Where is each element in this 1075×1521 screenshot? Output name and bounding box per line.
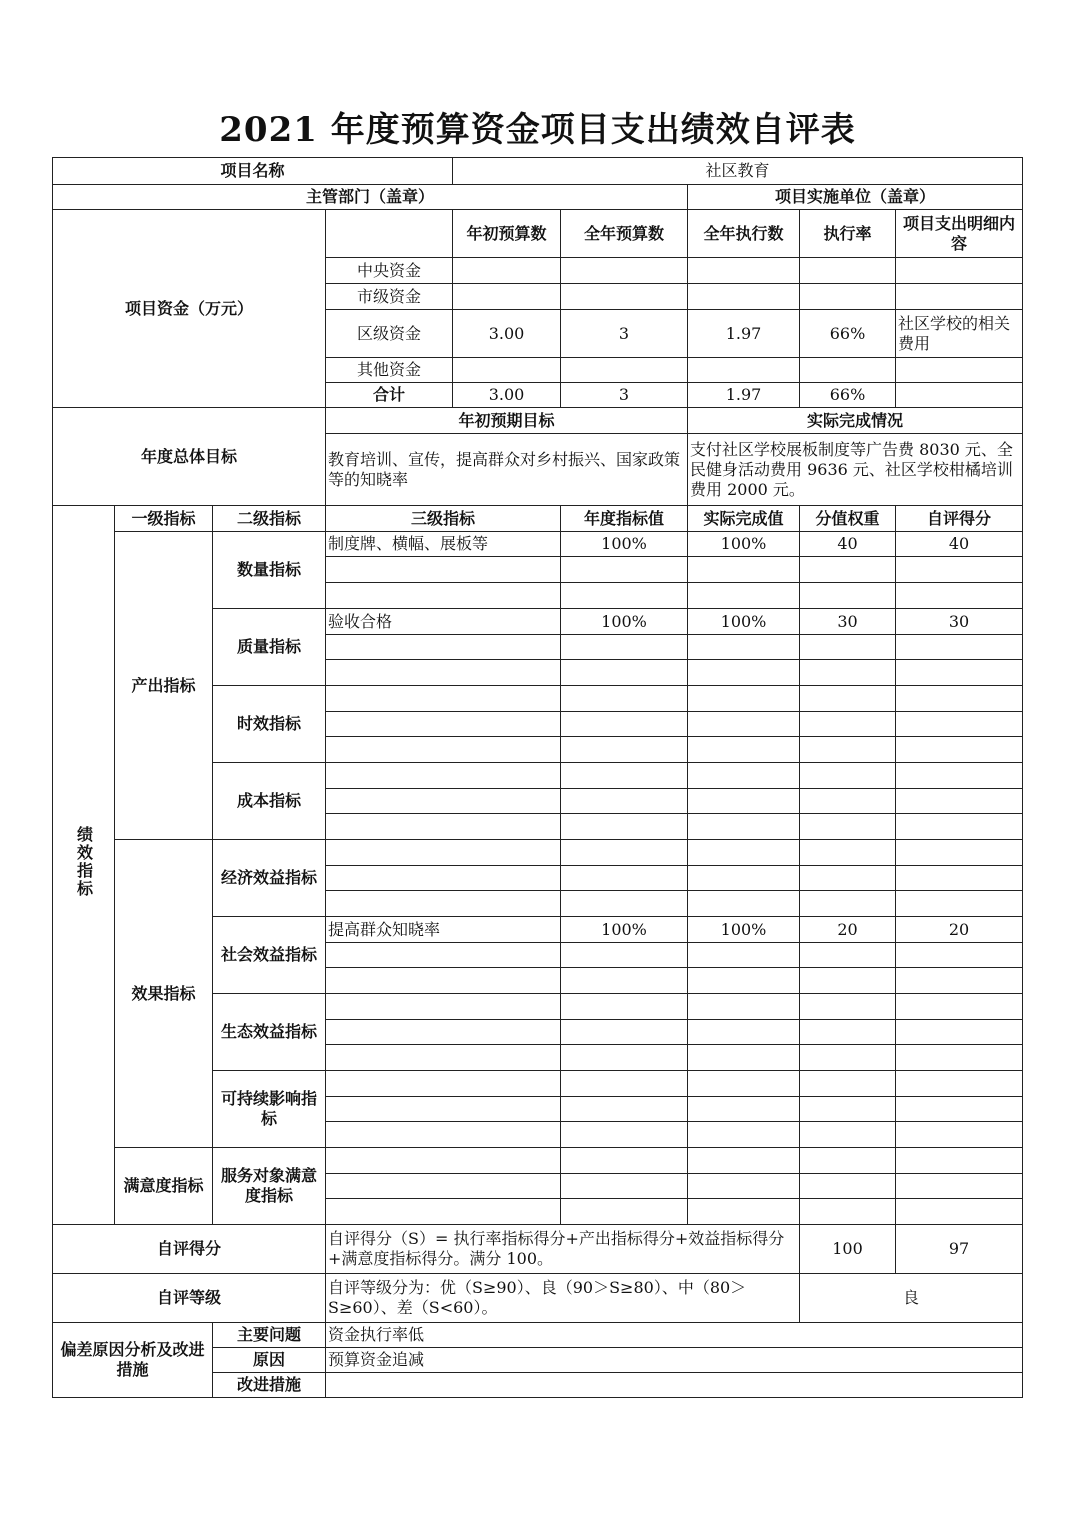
- empty-cell: [561, 1097, 688, 1122]
- funds-label: 项目资金（万元）: [53, 210, 326, 408]
- empty-cell: [896, 686, 1023, 712]
- funds-total-annual: 3: [561, 383, 688, 408]
- empty-cell: [800, 635, 896, 660]
- goals-label: 年度总体目标: [53, 408, 326, 506]
- funds-row-initial: [453, 258, 561, 284]
- empty-cell: [896, 1174, 1023, 1199]
- empty-cell: [896, 1045, 1023, 1071]
- empty-cell: [688, 1174, 800, 1199]
- empty-cell: [326, 1148, 561, 1174]
- empty-cell: [326, 635, 561, 660]
- empty-cell: [896, 737, 1023, 763]
- empty-cell: [896, 557, 1023, 583]
- empty-cell: [688, 1071, 800, 1097]
- funds-row-annual: [561, 358, 688, 383]
- funds-row-name: 其他资金: [326, 358, 453, 383]
- empty-cell: [326, 1097, 561, 1122]
- empty-cell: [688, 635, 800, 660]
- level2-cost: 成本指标: [213, 763, 326, 840]
- indicator-name: 制度牌、横幅、展板等: [326, 532, 561, 557]
- empty-cell: [800, 712, 896, 737]
- empty-cell: [896, 891, 1023, 917]
- empty-cell: [561, 1148, 688, 1174]
- funds-row-rate: 66%: [800, 310, 896, 358]
- empty-cell: [800, 1148, 896, 1174]
- empty-cell: [561, 994, 688, 1020]
- empty-cell: [688, 994, 800, 1020]
- empty-cell: [326, 1122, 561, 1148]
- funds-row-executed: 1.97: [688, 310, 800, 358]
- empty-cell: [326, 814, 561, 840]
- funds-row-initial: [453, 284, 561, 310]
- self-grade-label: 自评等级: [53, 1274, 326, 1323]
- empty-cell: [896, 1097, 1023, 1122]
- project-name-value: 社区教育: [453, 158, 1023, 185]
- funds-total-executed: 1.97: [688, 383, 800, 408]
- funds-row-rate: [800, 284, 896, 310]
- empty-cell: [800, 763, 896, 789]
- indicator-actual: 100%: [688, 532, 800, 557]
- empty-cell: [800, 1045, 896, 1071]
- empty-cell: [800, 1020, 896, 1045]
- empty-cell: [326, 660, 561, 686]
- empty-cell: [896, 1199, 1023, 1225]
- funds-row-executed: [688, 284, 800, 310]
- empty-cell: [326, 1071, 561, 1097]
- level1-output: 产出指标: [115, 532, 213, 840]
- empty-cell: [800, 943, 896, 968]
- empty-cell: [561, 763, 688, 789]
- funds-row-initial: 3.00: [453, 310, 561, 358]
- empty-cell: [688, 891, 800, 917]
- empty-cell: [326, 1174, 561, 1199]
- empty-cell: [326, 1045, 561, 1071]
- empty-cell: [688, 1122, 800, 1148]
- goals-expected-text: 教育培训、宣传，提高群众对乡村振兴、国家政策等的知晓率: [326, 434, 688, 506]
- empty-cell: [561, 968, 688, 994]
- empty-cell: [800, 557, 896, 583]
- document-title: 2021 年度预算资金项目支出绩效自评表: [219, 110, 856, 150]
- empty-cell: [896, 763, 1023, 789]
- empty-cell: [800, 891, 896, 917]
- empty-cell: [800, 686, 896, 712]
- empty-cell: [800, 1199, 896, 1225]
- empty-cell: [800, 789, 896, 814]
- empty-cell: [561, 840, 688, 866]
- level1-satisfaction: 满意度指标: [115, 1148, 213, 1225]
- indicator-score: 40: [896, 532, 1023, 557]
- performance-table: [52, 157, 1023, 1398]
- funds-row-executed: [688, 358, 800, 383]
- indicator-target: 100%: [561, 609, 688, 635]
- indicator-target: 100%: [561, 917, 688, 943]
- empty-cell: [800, 583, 896, 609]
- empty-cell: [561, 1174, 688, 1199]
- indicator-actual: 100%: [688, 609, 800, 635]
- indicator-header-actual: 实际完成值: [688, 506, 800, 532]
- indicators-side-label: 绩效指标: [53, 506, 115, 1225]
- empty-cell: [561, 686, 688, 712]
- empty-cell: [800, 1174, 896, 1199]
- empty-cell: [688, 660, 800, 686]
- empty-cell: [688, 557, 800, 583]
- indicator-header-target: 年度指标值: [561, 506, 688, 532]
- indicator-weight: 30: [800, 609, 896, 635]
- funds-row-annual: [561, 258, 688, 284]
- empty-cell: [800, 840, 896, 866]
- empty-cell: [561, 891, 688, 917]
- empty-cell: [688, 943, 800, 968]
- empty-cell: [688, 686, 800, 712]
- empty-cell: [800, 660, 896, 686]
- funds-row-detail: [896, 358, 1023, 383]
- deviation-item-value: 预算资金追减: [326, 1348, 1023, 1373]
- indicator-weight: 20: [800, 917, 896, 943]
- funds-row-name: 市级资金: [326, 284, 453, 310]
- empty-cell: [326, 583, 561, 609]
- funds-total-detail: [896, 383, 1023, 408]
- empty-cell: [326, 686, 561, 712]
- funds-row-initial: [453, 358, 561, 383]
- empty-cell: [896, 1148, 1023, 1174]
- indicator-header-level2: 二级指标: [213, 506, 326, 532]
- empty-cell: [326, 737, 561, 763]
- empty-cell: [896, 943, 1023, 968]
- empty-cell: [326, 994, 561, 1020]
- empty-cell: [561, 1199, 688, 1225]
- empty-cell: [896, 712, 1023, 737]
- self-score-label: 自评得分: [53, 1225, 326, 1274]
- indicator-target: 100%: [561, 532, 688, 557]
- funds-row-name: 中央资金: [326, 258, 453, 284]
- indicator-header-level1: 一级指标: [115, 506, 213, 532]
- level2-ecological: 生态效益指标: [213, 994, 326, 1071]
- empty-cell: [326, 1199, 561, 1225]
- empty-cell: [896, 840, 1023, 866]
- empty-cell: [326, 789, 561, 814]
- empty-cell: [688, 712, 800, 737]
- empty-cell: [561, 1045, 688, 1071]
- empty-cell: [561, 557, 688, 583]
- funds-row-annual: [561, 284, 688, 310]
- empty-cell: [688, 968, 800, 994]
- empty-cell: [561, 712, 688, 737]
- empty-cell: [561, 1122, 688, 1148]
- empty-cell: [896, 814, 1023, 840]
- level2-service-satisfaction: 服务对象满意度指标: [213, 1148, 326, 1225]
- funds-header-rate: 执行率: [800, 210, 896, 258]
- empty-cell: [896, 1020, 1023, 1045]
- funds-row-detail: 社区学校的相关费用: [896, 310, 1023, 358]
- empty-cell: [688, 1148, 800, 1174]
- empty-cell: [800, 737, 896, 763]
- indicator-actual: 100%: [688, 917, 800, 943]
- deviation-item-label: 主要问题: [213, 1323, 326, 1348]
- indicator-header-weight: 分值权重: [800, 506, 896, 532]
- funds-row-annual: 3: [561, 310, 688, 358]
- indicator-weight: 40: [800, 532, 896, 557]
- self-score-value: 97: [896, 1225, 1023, 1274]
- indicator-header-score: 自评得分: [896, 506, 1023, 532]
- empty-cell: [326, 866, 561, 891]
- deviation-item-label: 原因: [213, 1348, 326, 1373]
- empty-cell: [561, 789, 688, 814]
- empty-cell: [688, 789, 800, 814]
- empty-cell: [800, 1122, 896, 1148]
- empty-cell: [561, 814, 688, 840]
- empty-cell: [561, 660, 688, 686]
- empty-cell: [326, 712, 561, 737]
- funds-total-name: 合计: [326, 383, 453, 408]
- empty-cell: [326, 891, 561, 917]
- funds-total-rate: 66%: [800, 383, 896, 408]
- empty-cell: [896, 968, 1023, 994]
- empty-cell: [561, 1020, 688, 1045]
- empty-cell: [800, 814, 896, 840]
- empty-cell: [326, 763, 561, 789]
- empty-cell: [561, 583, 688, 609]
- funds-header-executed: 全年执行数: [688, 210, 800, 258]
- indicator-score: 20: [896, 917, 1023, 943]
- empty-cell: [688, 814, 800, 840]
- empty-cell: [561, 943, 688, 968]
- project-name-label: 项目名称: [53, 158, 453, 185]
- empty-cell: [326, 943, 561, 968]
- empty-cell: [800, 968, 896, 994]
- empty-cell: [326, 557, 561, 583]
- empty-cell: [896, 1071, 1023, 1097]
- empty-cell: [688, 737, 800, 763]
- empty-cell: [561, 737, 688, 763]
- empty-cell: [688, 1199, 800, 1225]
- empty-cell: [800, 1097, 896, 1122]
- empty-cell: [688, 840, 800, 866]
- indicator-score: 30: [896, 609, 1023, 635]
- deviation-item-value: 资金执行率低: [326, 1323, 1023, 1348]
- funds-row-executed: [688, 258, 800, 284]
- empty-cell: [688, 1045, 800, 1071]
- deviation-label: 偏差原因分析及改进措施: [53, 1323, 213, 1398]
- empty-cell: [896, 583, 1023, 609]
- deviation-item-value: [326, 1373, 1023, 1398]
- level2-sustainable: 可持续影响指标: [213, 1071, 326, 1148]
- level2-economic: 经济效益指标: [213, 840, 326, 917]
- empty-cell: [561, 635, 688, 660]
- empty-cell: [800, 866, 896, 891]
- dept-label: 主管部门（盖章）: [53, 185, 688, 210]
- empty-cell: [326, 840, 561, 866]
- empty-cell: [800, 994, 896, 1020]
- empty-cell: [688, 866, 800, 891]
- self-score-formula: 自评得分（S）= 执行率指标得分+产出指标得分+效益指标得分+满意度指标得分。满分 100。: [326, 1225, 800, 1274]
- empty-cell: [561, 1071, 688, 1097]
- empty-cell: [326, 968, 561, 994]
- deviation-item-label: 改进措施: [213, 1373, 326, 1398]
- funds-row-name: 区级资金: [326, 310, 453, 358]
- empty-cell: [896, 635, 1023, 660]
- indicator-header-level3: 三级指标: [326, 506, 561, 532]
- empty-cell: [688, 1020, 800, 1045]
- empty-cell: [688, 763, 800, 789]
- funds-row-rate: [800, 358, 896, 383]
- empty-cell: [561, 866, 688, 891]
- self-grade-rule: 自评等级分为：优（S≥90）、良（90＞S≥80）、中（80＞S≥60）、差（S<60）。: [326, 1274, 800, 1323]
- empty-cell: [896, 994, 1023, 1020]
- self-score-full: 100: [800, 1225, 896, 1274]
- funds-total-initial: 3.00: [453, 383, 561, 408]
- funds-header-blank: [326, 210, 453, 258]
- goals-expected-header: 年初预期目标: [326, 408, 688, 434]
- indicator-name: 验收合格: [326, 609, 561, 635]
- funds-header-annual: 全年预算数: [561, 210, 688, 258]
- empty-cell: [896, 866, 1023, 891]
- empty-cell: [688, 1097, 800, 1122]
- empty-cell: [688, 583, 800, 609]
- empty-cell: [326, 1020, 561, 1045]
- level2-social: 社会效益指标: [213, 917, 326, 994]
- empty-cell: [800, 1071, 896, 1097]
- funds-header-initial: 年初预算数: [453, 210, 561, 258]
- indicator-name: 提高群众知晓率: [326, 917, 561, 943]
- funds-header-detail: 项目支出明细内容: [896, 210, 1023, 258]
- level2-quantity: 数量指标: [213, 532, 326, 609]
- level1-effect: 效果指标: [115, 840, 213, 1148]
- funds-row-rate: [800, 258, 896, 284]
- unit-label: 项目实施单位（盖章）: [688, 185, 1023, 210]
- empty-cell: [896, 1122, 1023, 1148]
- empty-cell: [896, 789, 1023, 814]
- goals-actual-header: 实际完成情况: [688, 408, 1023, 434]
- goals-actual-text: 支付社区学校展板制度等广告费 8030 元、全民健身活动费用 9636 元、社区学校柑橘培训费用 2000 元。: [688, 434, 1023, 506]
- funds-row-detail: [896, 284, 1023, 310]
- self-grade-value: 良: [800, 1274, 1023, 1323]
- funds-row-detail: [896, 258, 1023, 284]
- empty-cell: [896, 660, 1023, 686]
- level2-quality: 质量指标: [213, 609, 326, 686]
- level2-timeliness: 时效指标: [213, 686, 326, 763]
